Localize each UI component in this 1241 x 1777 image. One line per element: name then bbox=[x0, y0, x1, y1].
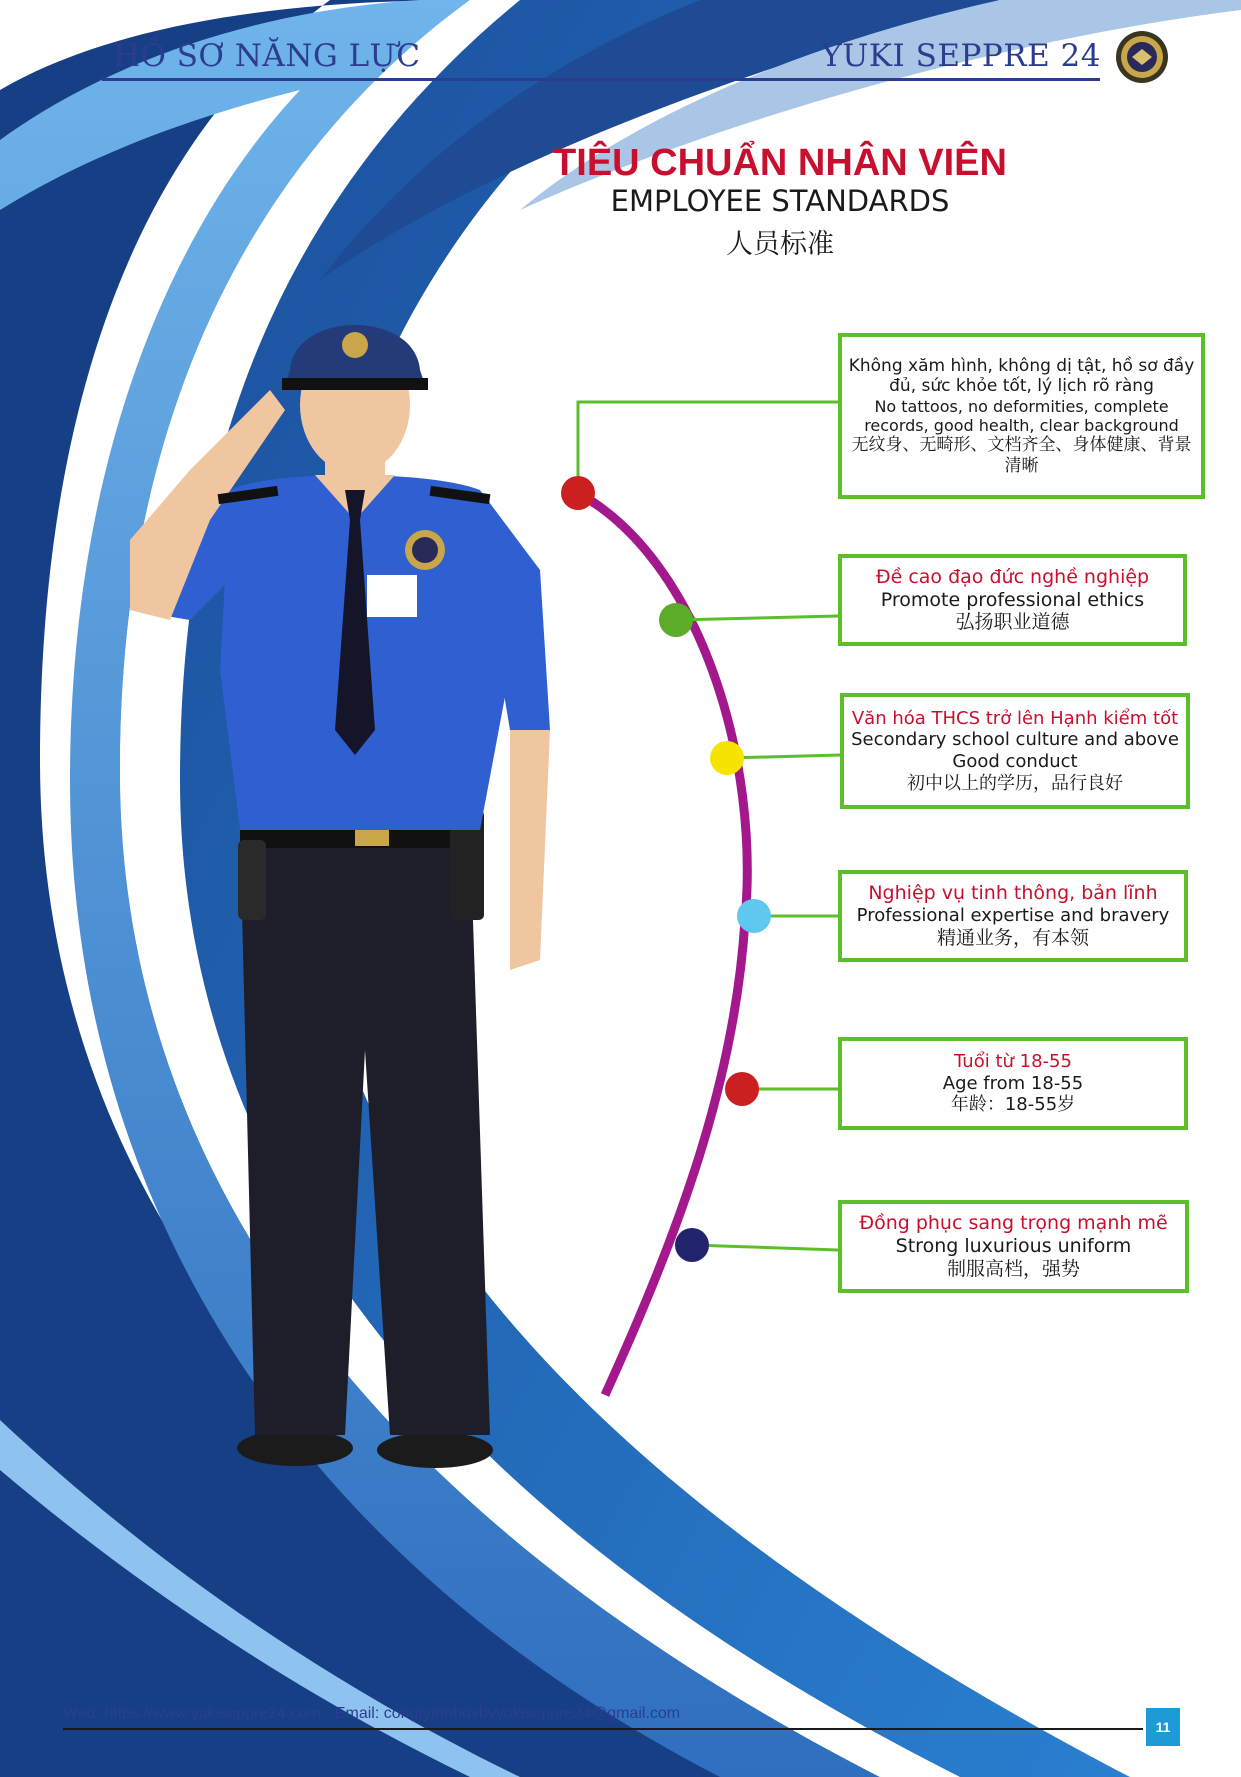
timeline-dot bbox=[710, 741, 744, 775]
standard-en: No tattoos, no deformities, complete records, good health, clear background bbox=[864, 396, 1179, 435]
standard-en: Strong luxurious uniform bbox=[895, 1235, 1132, 1258]
footer-divider bbox=[63, 1728, 1143, 1730]
timeline-dot bbox=[561, 476, 595, 510]
standard-en: Professional expertise and bravery bbox=[856, 905, 1170, 927]
header-left-title: HỒ SƠ NĂNG LỰC bbox=[113, 38, 421, 74]
standard-en: Age from 18-55 bbox=[942, 1072, 1084, 1094]
connector-line bbox=[676, 616, 838, 620]
header-right-title: YUKI SEPPRE 24 bbox=[821, 38, 1101, 74]
standard-vi: Tuổi từ 18-55 bbox=[954, 1051, 1072, 1073]
page-title-vi: TIÊU CHUẨN NHÂN VIÊN bbox=[553, 142, 1007, 184]
standard-box-ethics bbox=[838, 554, 1187, 646]
standard-en: Promote professional ethics bbox=[880, 588, 1145, 611]
standard-zh: 初中以上的学历，品行良好 bbox=[907, 772, 1123, 794]
standard-zh: 精通业务，有本领 bbox=[936, 926, 1089, 949]
standard-vi: Đề cao đạo đức nghề nghiệp bbox=[875, 565, 1150, 588]
footer-contact: Wed: https://www.yukiseppre24.com - Email: congtytnhhdvbvyukiseppre24@gmail.com bbox=[63, 1705, 681, 1722]
standard-vi: Văn hóa THCS trở lên Hạnh kiểm tốt bbox=[851, 707, 1179, 729]
timeline-dot bbox=[675, 1228, 709, 1262]
standard-zh: 制服高档，强势 bbox=[946, 1257, 1080, 1280]
timeline-dot bbox=[659, 603, 693, 637]
standard-vi: Không xăm hình, không dị tật, hồ sơ đầy đủ, sức khỏe tốt, lý lịch rõ ràng bbox=[848, 356, 1195, 397]
timeline-dot bbox=[737, 899, 771, 933]
standard-zh: 年龄：18-55岁 bbox=[950, 1094, 1076, 1116]
standard-box-clean-record bbox=[838, 333, 1205, 499]
connector-line bbox=[692, 1245, 838, 1250]
standard-vi: Đồng phục sang trọng mạnh mẽ bbox=[859, 1212, 1168, 1235]
page-title-en: EMPLOYEE STANDARDS bbox=[610, 184, 950, 218]
standard-box-education bbox=[840, 693, 1190, 809]
standard-box-expertise bbox=[838, 870, 1188, 962]
standard-en: Secondary school culture and above Good conduct bbox=[851, 729, 1179, 772]
standard-box-age bbox=[838, 1037, 1188, 1130]
standard-vi: Nghiệp vụ tinh thông, bản lĩnh bbox=[868, 882, 1158, 905]
standard-zh: 无纹身、无畸形、文档齐全、身体健康、背景清晰 bbox=[851, 435, 1192, 476]
standard-box-uniform bbox=[838, 1200, 1189, 1293]
page-title-zh: 人员标准 bbox=[726, 229, 834, 260]
page-number: 11 bbox=[1146, 1708, 1180, 1746]
timeline-dot bbox=[725, 1072, 759, 1106]
standard-zh: 弘扬职业道德 bbox=[955, 611, 1070, 634]
connector-line bbox=[578, 402, 838, 493]
